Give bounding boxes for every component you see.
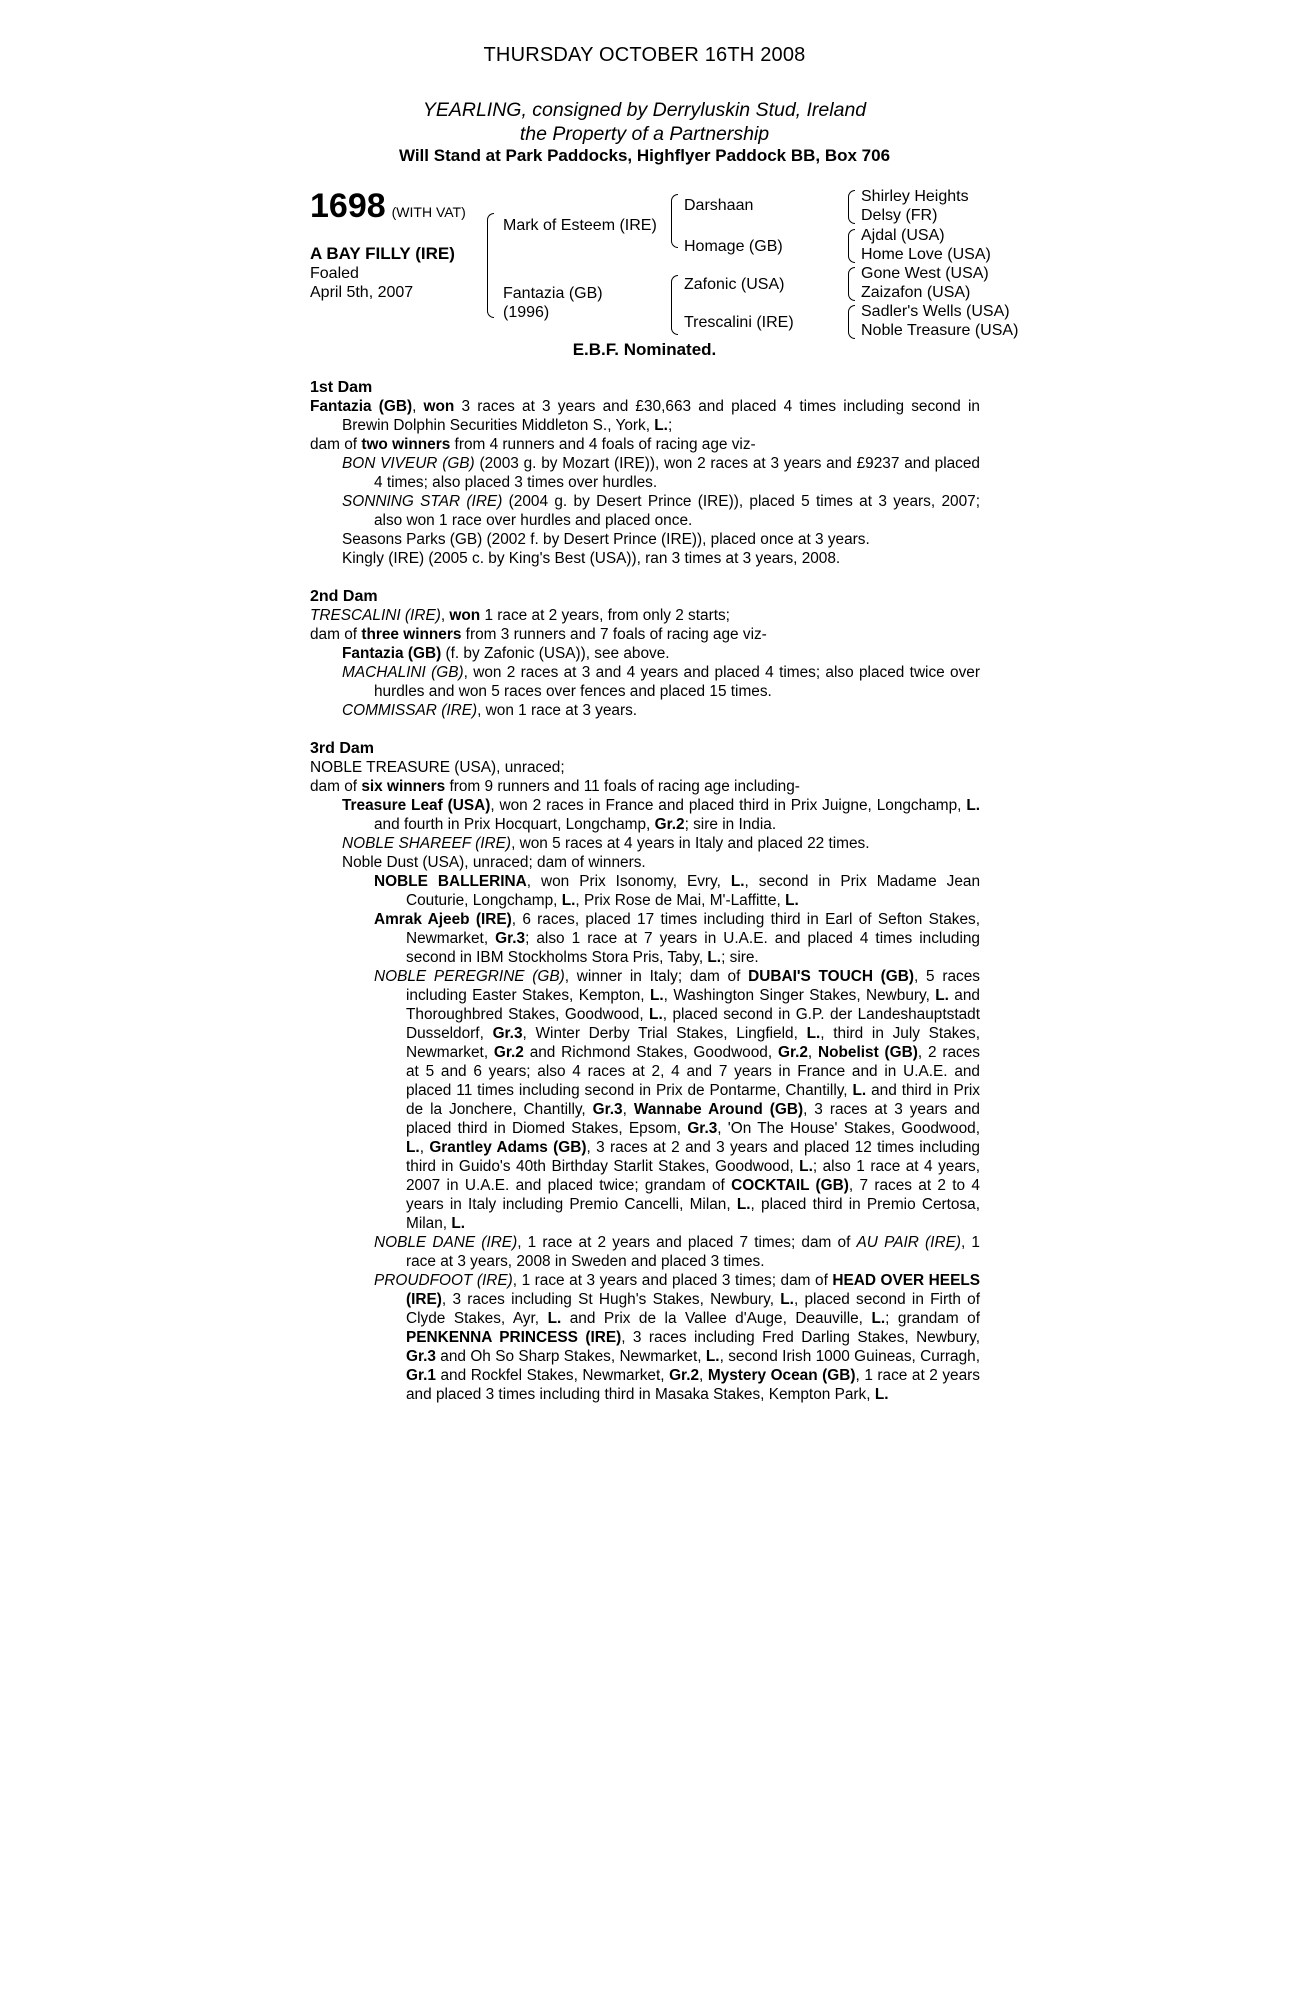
text-fragment: , 3 races including Fred Darling Stakes, Newbury, bbox=[621, 1329, 980, 1346]
group-tag: Gr.2 bbox=[654, 816, 685, 833]
text-fragment: dam of bbox=[310, 436, 362, 453]
listed-tag: L. bbox=[406, 1139, 420, 1156]
text-fragment: , 'On The House' Stakes, Goodwood, bbox=[717, 1120, 981, 1137]
pedigree-brace-g3 bbox=[848, 267, 855, 301]
pedigree-dam-dam: Trescalini (IRE) bbox=[684, 314, 794, 331]
first-dam-record bbox=[310, 397, 980, 435]
second-dam-heading: 2nd Dam bbox=[310, 588, 378, 605]
foaled-label: Foaled bbox=[310, 265, 359, 282]
second-dam-record bbox=[310, 606, 980, 625]
produce-entry: Seasons Parks (GB) (2002 f. by Desert Prince (IRE)), placed once at 3 years. bbox=[342, 531, 870, 548]
text-fragment: , 7 races at 2 to 4 years in Italy including Premio Cancelli, Milan, bbox=[406, 1177, 980, 1213]
group-tag: Gr.1 bbox=[406, 1367, 436, 1384]
section-gap bbox=[310, 568, 980, 587]
text-fragment: and fourth in Prix Hocquart, Longchamp, bbox=[374, 816, 655, 833]
text-fragment: dam of bbox=[310, 778, 362, 795]
text-fragment: dam of bbox=[310, 626, 362, 643]
pedigree-brace-sire bbox=[671, 194, 678, 248]
winner-name: HEAD OVER HEELS (IRE) bbox=[406, 1272, 980, 1308]
winners-count: six winners bbox=[361, 778, 446, 795]
listed-tag: L. bbox=[649, 1006, 663, 1023]
text-fragment: , 5 races including Easter Stakes, Kempton, bbox=[406, 968, 980, 1004]
pedigree-brace-g1 bbox=[848, 190, 855, 224]
text-fragment: , won 1 race at 3 years. bbox=[477, 702, 638, 719]
text-fragment: ; also 1 race at 7 years in U.A.E. and placed 4 times including second in IBM Stockholms Stora Pris, Taby, bbox=[406, 930, 980, 966]
text-fragment: (2003 g. by Mozart (IRE)), won 2 races at 3 years and £9237 and placed 4 times; also placed 3 times over hurdles. bbox=[374, 455, 980, 491]
third-dam-name: NOBLE TREASURE (USA), unraced; bbox=[310, 759, 565, 776]
pedigree-g8: Noble Treasure (USA) bbox=[861, 322, 1019, 339]
listed-tag: L. bbox=[561, 892, 576, 909]
catalogue-body bbox=[310, 378, 980, 1404]
text-fragment: , third in July Stakes, Newmarket, bbox=[406, 1025, 980, 1061]
produce-entry: Kingly (IRE) (2005 c. by King's Best (USA)), ran 3 times at 3 years, 2008. bbox=[342, 550, 841, 567]
lot-block bbox=[310, 186, 480, 302]
listed-tag: L. bbox=[966, 797, 980, 814]
stand-location: Will Stand at Park Paddocks, Highflyer Paddock BB, Box 706 bbox=[398, 146, 891, 165]
listed-tag: L. bbox=[871, 1310, 886, 1327]
produce-name: NOBLE SHAREEF (IRE) bbox=[342, 835, 512, 852]
group-tag: Gr.3 bbox=[492, 1025, 523, 1042]
listed-tag: L. bbox=[780, 1291, 794, 1308]
pedigree-dam bbox=[503, 284, 603, 322]
text-fragment: ; sire in India. bbox=[684, 816, 777, 833]
listed-tag: L. bbox=[935, 987, 949, 1004]
produce-name: PROUDFOOT (IRE) bbox=[374, 1272, 513, 1289]
text-fragment: and Thoroughbred Stakes, Goodwood, bbox=[406, 987, 980, 1023]
grand-produce-entry bbox=[310, 1233, 980, 1271]
winner-name: COCKTAIL (GB) bbox=[731, 1177, 849, 1194]
winner-name: Nobelist (GB) bbox=[818, 1044, 918, 1061]
text-fragment: from 9 runners and 11 foals of racing age including- bbox=[445, 778, 800, 795]
consignment-block bbox=[0, 98, 1289, 146]
sale-date-header: THURSDAY OCTOBER 16TH 2008 bbox=[483, 44, 806, 66]
text-fragment: , 1 race at 3 years and placed 3 times; dam of bbox=[512, 1272, 833, 1289]
listed-tag: L. bbox=[736, 1196, 751, 1213]
produce-name: COMMISSAR (IRE) bbox=[342, 702, 478, 719]
text-fragment: ; bbox=[667, 417, 673, 434]
text-fragment: (f. by Zafonic (USA)), see above. bbox=[441, 645, 670, 662]
produce-entry bbox=[310, 834, 980, 853]
first-dam-produce-summary bbox=[310, 435, 980, 454]
text-fragment: ; also 1 race at 4 years, 2007 in U.A.E. and placed twice; grandam of bbox=[406, 1158, 980, 1194]
text-fragment: , won 2 races at 3 and 4 years and placed 4 times; also placed twice over hurdles and won 5 races over fences and placed 15 times. bbox=[374, 664, 980, 700]
ebf-nominated: E.B.F. Nominated. bbox=[572, 340, 717, 359]
pedigree-brace-g4 bbox=[848, 305, 855, 339]
listed-tag: L. bbox=[852, 1082, 867, 1099]
group-tag: Gr.2 bbox=[669, 1367, 700, 1384]
produce-name: SONNING STAR (IRE) bbox=[342, 493, 503, 510]
pedigree-g7: Sadler's Wells (USA) bbox=[861, 303, 1010, 320]
grand-produce-entry bbox=[310, 967, 980, 1233]
produce-name: NOBLE PEREGRINE (GB) bbox=[374, 968, 565, 985]
third-dam-heading: 3rd Dam bbox=[310, 740, 375, 757]
text-fragment: , 3 races at 2 and 3 years and placed 12 times including third in Guido's 40th Birthday Starlit Stakes, Goodwood, bbox=[406, 1139, 980, 1175]
produce-entry bbox=[310, 492, 980, 530]
listed-tag: L. bbox=[799, 1158, 813, 1175]
winner-name: PENKENNA PRINCESS (IRE) bbox=[406, 1329, 622, 1346]
text-fragment: and Prix de la Vallee d'Auge, Deauville, bbox=[561, 1310, 872, 1327]
property-line: the Property of a Partnership bbox=[519, 123, 770, 145]
text-fragment: ; sire. bbox=[721, 949, 759, 966]
text-fragment: 3 races at 3 years and £30,663 and placed 4 times including second in Brewin Dolphin Securities Middleton S., York, bbox=[342, 398, 980, 434]
pedigree-dam-sire: Zafonic (USA) bbox=[684, 276, 785, 293]
text-fragment: , Prix Rose de Mai, M'-Laffitte, bbox=[575, 892, 786, 909]
third-dam-produce-summary bbox=[310, 777, 980, 796]
text-fragment: , second in Prix Madame Jean Couturie, Longchamp, bbox=[406, 873, 981, 909]
text-fragment: and Richmond Stakes, Goodwood, bbox=[523, 1044, 778, 1061]
second-dam-produce-summary bbox=[310, 625, 980, 644]
text-fragment: ; grandam of bbox=[885, 1310, 980, 1327]
text-fragment: , 2 races at 5 and 6 years; also 4 races at 2, 4 and 7 years in France and in U.A.E. and placed 11 times including second in Prix de Pontarme, Chantilly, bbox=[406, 1044, 980, 1099]
text-fragment: , bbox=[807, 1044, 819, 1061]
text-fragment: , won 2 races in France and placed third in Prix Juigne, Longchamp, bbox=[490, 797, 967, 814]
lot-name: A BAY FILLY (IRE) bbox=[310, 244, 455, 263]
text-fragment: from 3 runners and 7 foals of racing age viz- bbox=[461, 626, 767, 643]
produce-name: Fantazia (GB) bbox=[342, 645, 442, 662]
text-fragment: , placed third in Premio Certosa, Milan, bbox=[406, 1196, 981, 1232]
listed-tag: L. bbox=[649, 987, 664, 1004]
produce-entry bbox=[310, 701, 980, 720]
listed-tag: L. bbox=[547, 1310, 562, 1327]
text-fragment: and Rockfel Stakes, Newmarket, bbox=[435, 1367, 670, 1384]
produce-name: NOBLE BALLERINA bbox=[374, 873, 527, 890]
produce-entry bbox=[310, 644, 980, 663]
listed-tag: L. bbox=[451, 1215, 466, 1232]
text-fragment: , winner in Italy; dam of bbox=[564, 968, 749, 985]
produce-name: BON VIVEUR (GB) bbox=[342, 455, 475, 472]
grand-produce-entry bbox=[310, 910, 980, 967]
winner-name: Mystery Ocean (GB) bbox=[707, 1367, 856, 1384]
text-fragment: , bbox=[412, 398, 424, 415]
produce-name: MACHALINI (GB) bbox=[342, 664, 464, 681]
pedigree-dam-year: (1996) bbox=[503, 304, 550, 321]
group-tag: Gr.3 bbox=[495, 930, 526, 947]
grand-produce-entry bbox=[310, 1271, 980, 1404]
text-fragment: , 3 races at 3 years and placed third in Diomed Stakes, Epsom, bbox=[406, 1101, 980, 1137]
text-fragment: , 3 races including St Hugh's Stakes, Newbury, bbox=[441, 1291, 781, 1308]
text-fragment: and Oh So Sharp Stakes, Newmarket, bbox=[435, 1348, 706, 1365]
text-fragment: and third in Prix de la Jonchere, Chantilly, bbox=[406, 1082, 980, 1118]
winners-count: two winners bbox=[361, 436, 451, 453]
pedigree-brace-g2 bbox=[848, 229, 855, 263]
text-fragment: , second Irish 1000 Guineas, Curragh, bbox=[719, 1348, 981, 1365]
grand-produce-entry bbox=[310, 872, 980, 910]
produce-entry: Noble Dust (USA), unraced; dam of winners. bbox=[342, 854, 646, 871]
section-gap bbox=[310, 720, 980, 739]
listed-tag: L. bbox=[785, 892, 799, 909]
produce-entry bbox=[310, 796, 980, 834]
text-fragment: , 1 race at 2 years and placed 7 times; dam of bbox=[517, 1234, 857, 1251]
text-fragment: , Winter Derby Trial Stakes, Lingfield, bbox=[522, 1025, 807, 1042]
produce-entry bbox=[310, 663, 980, 701]
text-fragment: , bbox=[440, 607, 450, 624]
text-fragment: 1 race at 2 years, from only 2 starts; bbox=[480, 607, 730, 624]
winners-count: three winners bbox=[361, 626, 462, 643]
listed-tag: L. bbox=[707, 949, 722, 966]
winner-name: Wannabe Around (GB) bbox=[633, 1101, 804, 1118]
text-fragment: , 1 race at 2 years and placed 3 times including third in Masaka Stakes, Kempton Park, bbox=[406, 1367, 980, 1403]
text-fragment: , Washington Singer Stakes, Newbury, bbox=[663, 987, 936, 1004]
pedigree-sire-sire: Darshaan bbox=[684, 197, 754, 214]
produce-name: NOBLE DANE (IRE) bbox=[374, 1234, 518, 1251]
pedigree-g2: Delsy (FR) bbox=[861, 207, 938, 224]
pedigree-g4: Home Love (USA) bbox=[861, 246, 991, 263]
first-dam-heading: 1st Dam bbox=[310, 379, 373, 396]
won-label: won bbox=[449, 607, 481, 624]
pedigree-brace-main bbox=[487, 213, 494, 318]
pedigree-g5: Gone West (USA) bbox=[861, 265, 989, 282]
group-tag: Gr.2 bbox=[493, 1044, 524, 1061]
pedigree-g6: Zaizafon (USA) bbox=[861, 284, 971, 301]
text-fragment: from 4 runners and 4 foals of racing age viz- bbox=[450, 436, 756, 453]
foaled-date: April 5th, 2007 bbox=[310, 284, 414, 301]
group-tag: Gr.3 bbox=[592, 1101, 623, 1118]
listed-tag: L. bbox=[874, 1386, 889, 1403]
text-fragment: , 1 race at 3 years, 2008 in Sweden and placed 3 times. bbox=[406, 1234, 980, 1270]
vat-note: (WITH VAT) bbox=[391, 204, 466, 220]
text-fragment: (2004 g. by Desert Prince (IRE)), placed 5 times at 3 years, 2007; also won 1 race over hurdles and placed once. bbox=[374, 493, 980, 529]
group-tag: Gr.3 bbox=[687, 1120, 718, 1137]
lot-number: 1698 bbox=[310, 187, 386, 225]
listed-tag: L. bbox=[654, 417, 668, 434]
lot-number-line bbox=[310, 186, 480, 232]
produce-name: AU PAIR (IRE) bbox=[856, 1234, 961, 1251]
text-fragment: , placed second in Firth of Clyde Stakes, Ayr, bbox=[406, 1291, 981, 1327]
text-fragment: , won 5 races at 4 years in Italy and placed 22 times. bbox=[511, 835, 870, 852]
pedigree-g1: Shirley Heights bbox=[861, 188, 969, 205]
group-tag: Gr.2 bbox=[777, 1044, 808, 1061]
second-dam-name: TRESCALINI (IRE) bbox=[310, 607, 441, 624]
first-dam-name: Fantazia (GB) bbox=[310, 398, 413, 415]
listed-tag: L. bbox=[730, 873, 745, 890]
consignment-line: YEARLING, consigned by Derryluskin Stud, Ireland bbox=[422, 99, 867, 121]
text-fragment: , 6 races, placed 17 times including third in Earl of Sefton Stakes, Newmarket, bbox=[406, 911, 980, 947]
text-fragment: , placed second in G.P. der Landeshauptstadt Dusseldorf, bbox=[406, 1006, 980, 1042]
text-fragment: , bbox=[699, 1367, 708, 1384]
produce-name: Treasure Leaf (USA) bbox=[342, 797, 491, 814]
listed-tag: L. bbox=[806, 1025, 821, 1042]
pedigree-brace-dam bbox=[671, 275, 678, 335]
winner-name: DUBAI'S TOUCH (GB) bbox=[748, 968, 915, 985]
winner-name: Grantley Adams (GB) bbox=[429, 1139, 587, 1156]
produce-entry bbox=[310, 454, 980, 492]
won-label: won bbox=[423, 398, 455, 415]
group-tag: Gr.3 bbox=[406, 1348, 436, 1365]
pedigree-sire: Mark of Esteem (IRE) bbox=[503, 217, 657, 234]
pedigree-sire-dam: Homage (GB) bbox=[684, 238, 783, 255]
listed-tag: L. bbox=[705, 1348, 720, 1365]
text-fragment: , bbox=[622, 1101, 634, 1118]
text-fragment: , won Prix Isonomy, Evry, bbox=[526, 873, 731, 890]
pedigree-dam-name: Fantazia (GB) bbox=[503, 285, 603, 302]
produce-name: Amrak Ajeeb (IRE) bbox=[374, 911, 512, 928]
pedigree-g3: Ajdal (USA) bbox=[861, 227, 945, 244]
text-fragment: , bbox=[419, 1139, 430, 1156]
